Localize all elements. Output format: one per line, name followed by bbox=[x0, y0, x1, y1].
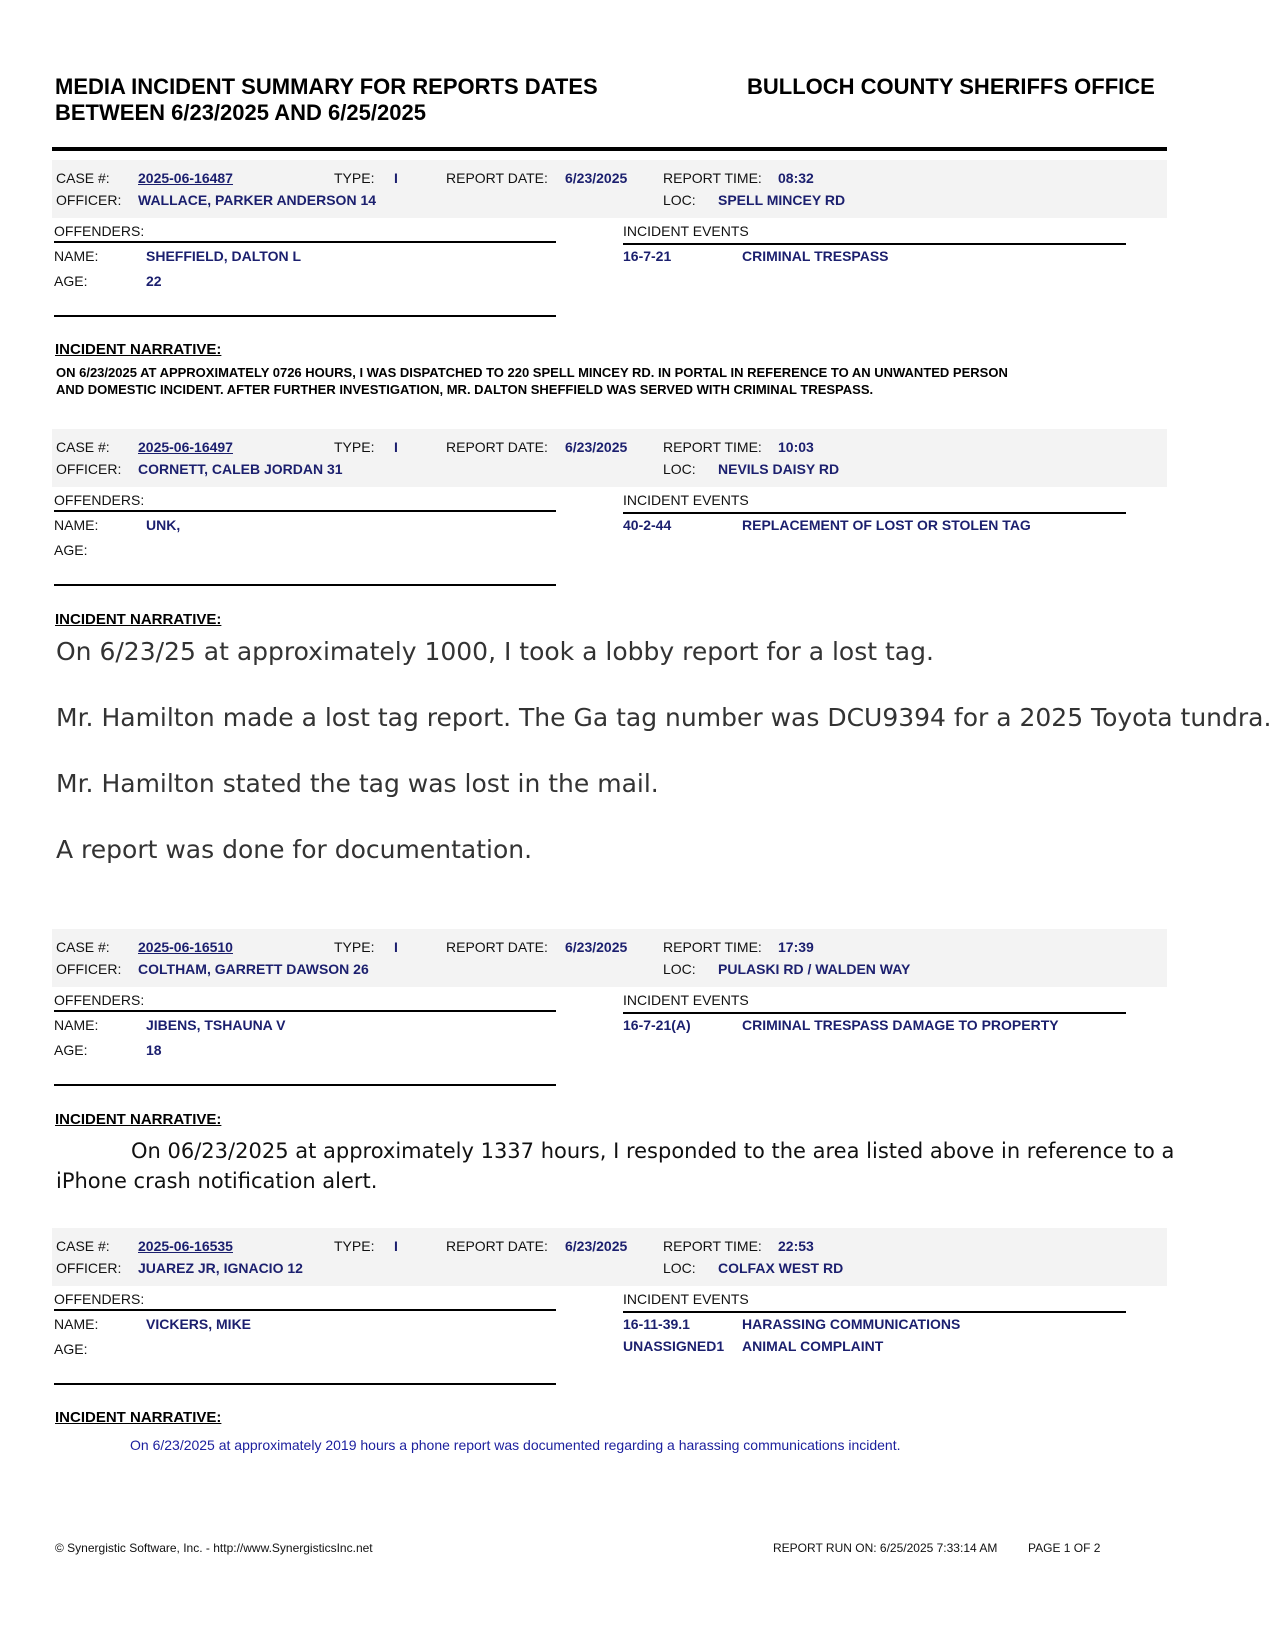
narrative-line: Mr. Hamilton stated the tag was lost in the mail. bbox=[56, 769, 659, 798]
narrative-line: ON 6/23/2025 AT APPROXIMATELY 0726 HOURS, I WAS DISPATCHED TO 220 SPELL MINCEY RD. IN PORTAL IN REFERENCE TO AN UNWANTED PERSON bbox=[56, 365, 1008, 380]
event-description: REPLACEMENT OF LOST OR STOLEN TAG bbox=[742, 517, 1031, 533]
case-label: CASE #: bbox=[56, 1238, 110, 1254]
offender-name: VICKERS, MIKE bbox=[146, 1316, 252, 1332]
type-value: I bbox=[394, 939, 398, 955]
age-label: AGE: bbox=[54, 542, 88, 558]
report-time-value: 17:39 bbox=[778, 939, 814, 955]
events-rule bbox=[623, 1311, 1126, 1313]
officer-label: OFFICER: bbox=[56, 461, 122, 477]
case-header-band bbox=[52, 929, 1167, 987]
case-header-band bbox=[52, 429, 1167, 487]
agency-name: BULLOCH COUNTY SHERIFFS OFFICE bbox=[747, 74, 1155, 99]
type-value: I bbox=[394, 439, 398, 455]
report-date-label: REPORT DATE: bbox=[446, 170, 548, 186]
officer-label: OFFICER: bbox=[56, 1260, 122, 1276]
case-label: CASE #: bbox=[56, 939, 110, 955]
case-label: CASE #: bbox=[56, 170, 110, 186]
report-title-line2: BETWEEN 6/23/2025 AND 6/25/2025 bbox=[55, 100, 426, 125]
offenders-bottom-rule bbox=[54, 315, 556, 317]
case-number-link[interactable]: 2025-06-16487 bbox=[138, 170, 233, 186]
report-date-value: 6/23/2025 bbox=[565, 1238, 628, 1254]
narrative-line: AND DOMESTIC INCIDENT. AFTER FURTHER INVESTIGATION, MR. DALTON SHEFFIELD WAS SERVED WITH CRIMINAL TRESPASS. bbox=[56, 382, 874, 397]
offenders-label: OFFENDERS: bbox=[54, 492, 145, 508]
incident-events-label: INCIDENT EVENTS bbox=[623, 223, 749, 239]
age-label: AGE: bbox=[54, 1341, 88, 1357]
offenders-rule bbox=[54, 1010, 556, 1012]
narrative-heading: INCIDENT NARRATIVE: bbox=[55, 611, 222, 628]
event-code: 16-7-21(A) bbox=[623, 1017, 691, 1033]
loc-value: SPELL MINCEY RD bbox=[718, 192, 846, 208]
offenders-label: OFFENDERS: bbox=[54, 1291, 145, 1307]
report-date-label: REPORT DATE: bbox=[446, 939, 548, 955]
type-label: TYPE: bbox=[334, 439, 375, 455]
header-divider bbox=[52, 147, 1167, 151]
narrative-line: On 6/23/2025 at approximately 2019 hours a phone report was documented regarding a harassing communications incident. bbox=[130, 1437, 901, 1453]
officer-value: COLTHAM, GARRETT DAWSON 26 bbox=[138, 961, 369, 977]
report-time-label: REPORT TIME: bbox=[663, 439, 762, 455]
event-code: UNASSIGNED1 bbox=[623, 1338, 725, 1354]
event-code: 40-2-44 bbox=[623, 517, 672, 533]
report-date-value: 6/23/2025 bbox=[565, 439, 628, 455]
narrative-heading: INCIDENT NARRATIVE: bbox=[55, 1409, 222, 1426]
narrative-line: On 6/23/25 at approximately 1000, I took a lobby report for a lost tag. bbox=[56, 637, 934, 666]
report-date-label: REPORT DATE: bbox=[446, 439, 548, 455]
events-rule bbox=[623, 1012, 1126, 1014]
incident-events-label: INCIDENT EVENTS bbox=[623, 992, 749, 1008]
incident-events-label: INCIDENT EVENTS bbox=[623, 1291, 749, 1307]
report-time-value: 10:03 bbox=[778, 439, 814, 455]
loc-value: PULASKI RD / WALDEN WAY bbox=[718, 961, 911, 977]
narrative-line: iPhone crash notification alert. bbox=[56, 1169, 378, 1193]
loc-value: COLFAX WEST RD bbox=[718, 1260, 844, 1276]
footer-page-number: PAGE 1 OF 2 bbox=[1028, 1541, 1101, 1555]
narrative-heading: INCIDENT NARRATIVE: bbox=[55, 1111, 222, 1128]
case-header-band bbox=[52, 1228, 1167, 1286]
report-date-value: 6/23/2025 bbox=[565, 170, 628, 186]
type-value: I bbox=[394, 1238, 398, 1254]
case-number-link[interactable]: 2025-06-16510 bbox=[138, 939, 233, 955]
case-number-link[interactable]: 2025-06-16497 bbox=[138, 439, 233, 455]
case-number-link[interactable]: 2025-06-16535 bbox=[138, 1238, 233, 1254]
name-label: NAME: bbox=[54, 1316, 99, 1332]
loc-value: NEVILS DAISY RD bbox=[718, 461, 840, 477]
loc-label: LOC: bbox=[663, 1260, 696, 1276]
report-date-value: 6/23/2025 bbox=[565, 939, 628, 955]
report-title bbox=[55, 74, 705, 126]
type-label: TYPE: bbox=[334, 1238, 375, 1254]
narrative-heading: INCIDENT NARRATIVE: bbox=[55, 341, 222, 358]
offenders-label: OFFENDERS: bbox=[54, 223, 145, 239]
offender-name: JIBENS, TSHAUNA V bbox=[146, 1017, 286, 1033]
events-rule bbox=[623, 243, 1126, 245]
officer-value: CORNETT, CALEB JORDAN 31 bbox=[138, 461, 343, 477]
offenders-label: OFFENDERS: bbox=[54, 992, 145, 1008]
footer-report-run: REPORT RUN ON: 6/25/2025 7:33:14 AM bbox=[773, 1541, 998, 1555]
report-time-value: 08:32 bbox=[778, 170, 814, 186]
offender-age: 18 bbox=[146, 1042, 162, 1058]
offender-name: UNK, bbox=[146, 517, 181, 533]
events-rule bbox=[623, 512, 1126, 514]
name-label: NAME: bbox=[54, 517, 99, 533]
event-description: CRIMINAL TRESPASS bbox=[742, 248, 889, 264]
officer-label: OFFICER: bbox=[56, 961, 122, 977]
narrative-line: Mr. Hamilton made a lost tag report. The Ga tag number was DCU9394 for a 2025 Toyota tundra. bbox=[56, 703, 1272, 732]
officer-label: OFFICER: bbox=[56, 192, 122, 208]
offenders-rule bbox=[54, 241, 556, 243]
loc-label: LOC: bbox=[663, 192, 696, 208]
incident-events-label: INCIDENT EVENTS bbox=[623, 492, 749, 508]
offenders-rule bbox=[54, 1309, 556, 1311]
event-description: ANIMAL COMPLAINT bbox=[742, 1338, 884, 1354]
narrative-text bbox=[56, 364, 1156, 398]
offenders-rule bbox=[54, 510, 556, 512]
loc-label: LOC: bbox=[663, 961, 696, 977]
event-description: HARASSING COMMUNICATIONS bbox=[742, 1316, 961, 1332]
event-code: 16-7-21 bbox=[623, 248, 672, 264]
report-date-label: REPORT DATE: bbox=[446, 1238, 548, 1254]
name-label: NAME: bbox=[54, 1017, 99, 1033]
officer-value: JUAREZ JR, IGNACIO 12 bbox=[138, 1260, 303, 1276]
narrative-line: A report was done for documentation. bbox=[56, 835, 533, 864]
offender-age: 22 bbox=[146, 273, 162, 289]
loc-label: LOC: bbox=[663, 461, 696, 477]
case-header-band bbox=[52, 160, 1167, 218]
report-time-label: REPORT TIME: bbox=[663, 1238, 762, 1254]
type-label: TYPE: bbox=[334, 170, 375, 186]
case-label: CASE #: bbox=[56, 439, 110, 455]
age-label: AGE: bbox=[54, 273, 88, 289]
narrative-line: On 06/23/2025 at approximately 1337 hours, I responded to the area listed above in reference to a bbox=[131, 1139, 1175, 1163]
event-description: CRIMINAL TRESPASS DAMAGE TO PROPERTY bbox=[742, 1017, 1059, 1033]
report-time-label: REPORT TIME: bbox=[663, 939, 762, 955]
offender-name: SHEFFIELD, DALTON L bbox=[146, 248, 302, 264]
event-code: 16-11-39.1 bbox=[623, 1316, 690, 1332]
footer-copyright: © Synergistic Software, Inc. - http://www.SynergisticsInc.net bbox=[55, 1541, 373, 1555]
report-time-value: 22:53 bbox=[778, 1238, 814, 1254]
offenders-bottom-rule bbox=[54, 1383, 556, 1385]
age-label: AGE: bbox=[54, 1042, 88, 1058]
offenders-bottom-rule bbox=[54, 584, 556, 586]
type-label: TYPE: bbox=[334, 939, 375, 955]
report-time-label: REPORT TIME: bbox=[663, 170, 762, 186]
report-title-line1: MEDIA INCIDENT SUMMARY FOR REPORTS DATES bbox=[55, 74, 598, 99]
offenders-bottom-rule bbox=[54, 1084, 556, 1086]
officer-value: WALLACE, PARKER ANDERSON 14 bbox=[138, 192, 377, 208]
name-label: NAME: bbox=[54, 248, 99, 264]
type-value: I bbox=[394, 170, 398, 186]
